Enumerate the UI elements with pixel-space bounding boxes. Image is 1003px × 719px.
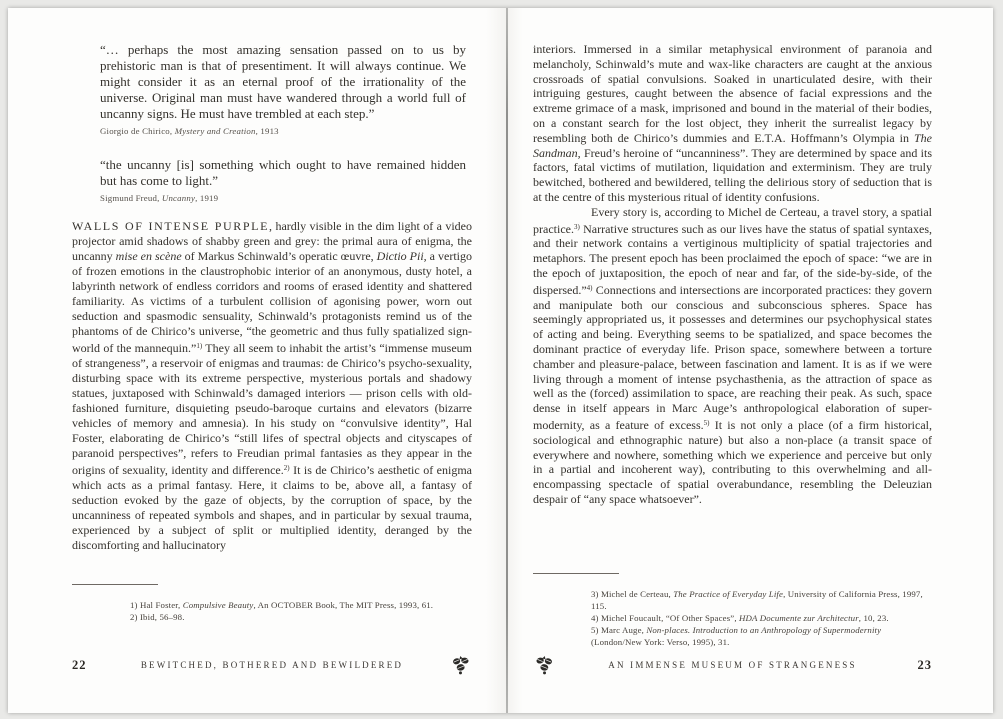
book-spread — [8, 8, 993, 713]
footnote-list — [130, 599, 472, 623]
footnote: 3) Michel de Certeau, The Practice of Everyday Life, University of California Press, 1997, 115. — [591, 589, 923, 611]
footnote: 2) Ibid, 56–98. — [130, 612, 185, 622]
page-number: 23 — [917, 657, 932, 672]
footnote: 4) Michel Foucault, “Of Other Spaces”, HDA Documente zur Architectur, 10, 23. — [591, 613, 889, 623]
epigraph-freud — [100, 157, 466, 203]
epigraph-quote: “the uncanny [is] something which ought to have remained hidden but has come to light.” — [100, 157, 466, 188]
page-number: 22 — [72, 657, 87, 672]
epigraph-attribution: Giorgio de Chirico, Mystery and Creation, 1913 — [100, 126, 279, 136]
fleuron-ornament-icon — [450, 655, 472, 676]
footnote: 5) Marc Auge, Non-places. Introduction to an Anthropology of Supermodernity (London/New York: Verso, 1995), 31. — [591, 625, 882, 647]
footnote-block-right — [533, 573, 932, 648]
fleuron-ornament-icon — [533, 655, 555, 676]
running-title: AN IMMENSE MUSEUM OF STRANGENESS — [608, 660, 857, 670]
page-footer-right — [533, 655, 932, 675]
footnote-rule — [533, 573, 619, 574]
footnote-list — [591, 588, 932, 648]
epigraph-attribution: Sigmund Freud, Uncanny, 1919 — [100, 193, 219, 203]
body-text-left — [72, 219, 472, 553]
footnote-block-left — [72, 584, 472, 623]
body-paragraph: Every story is, according to Michel de Certeau, a travel story, a spatial practice.$^{3)}$ Narrative structures such as our lives have the status of spatial syntaxes, and their network contains a vertiginous multiplicity of spatial trajectories and metaphors. The present epoch has been proclaimed the epoch of space: “we are in the epoch of juxtaposition, the epoch of near and far, of the side-by-side, of the dispersed.”$^{4)}$ Connections and intersections are incorporated practices: they govern and manipulate both our conscious and subconscious spheres. Space has seemingly appropriated us, it possesses and determines our psychophysical states of acting and being. Everything seems to be spatialized, and space becomes the dominant practice of everyday life. Prison space, somewhere between a torture chamber and pleasure-palace, between fascination and lament. It is as if we were living through a moment of intense psychasthenia, as the attraction of space as well as the (forced) assimilation to space, are reaching their peak. As such, space dense in itself appears in Marc Auge’s anthropological elaboration of super-modernity, as a feature of excess.$^{5)}$ It is not only a place (of a firm historical, sociological and ethnographic nature) but also a non-place (a transit space of everywhere and nowhere, something which we experience and perceive but only in a partial and incoherent way), contributing to this overwhelming and all-encompassing spectacle of spatial overabundance, resembling the Deleuzian despair of “any space whatsoever”. — [533, 204, 932, 506]
running-title: BEWITCHED, BOTHERED AND BEWILDERED — [140, 660, 404, 670]
page-right — [508, 8, 993, 713]
footnote-rule — [72, 584, 158, 585]
epigraph-quote: “… perhaps the most amazing sensation passed on to us by prehistoric man is that of presentiment. It will always continue. We might consider it as an eternal proof of the irrationality of the universe. Original man must have wandered through a world full of uncanny signs. He must have trembled at each step.” — [100, 42, 466, 121]
footnote: 1) Hal Foster, Compulsive Beauty, An OCTOBER Book, The MIT Press, 1993, 61. — [130, 600, 434, 610]
body-paragraph: WALLS OF INTENSE PURPLE, hardly visible in the dim light of a video projector amid shadows of shabby green and grey: the primal aura of enigma, the uncanny mise en scène of Markus Schinwald’s operatic œuvre, Dictio Pii, a vertigo of frozen emotions in the claustrophobic interior of an anonymous, dusty hotel, a labyrinth network of endless corridors and rooms of erased identity and shattered familiarity. As victims of a turbulent collision of agonising power, worn out seduction and spasmodic sensuality, Schinwald’s protagonists remind us of the phantoms of de Chirico’s universe, “the geometric and thus fully spatialized sign-world of the mannequin.”$^{1)}$ They all seem to inhabit the artist’s “immense museum of strangeness”, a reservoir of enigmas and traumas: de Chirico’s psycho-sexuality, disturbing space with its extreme perspective, mysterious portals and shadowy statues, juxtaposed with Schinwald’s damaged interiors — prison cells with old-fashioned furniture, disquieting pseudo-baroque curtains and elevators (bizarre vehicles of memory and amnesia). In his study on “convulsive identity”, Hal Foster, elaborating de Chirico’s “still lifes of spectral objects and cityscapes of paranoid perspectives”, refers to Freudian primal fantasies as they appear in the origins of sexuality, identity and difference.$^{2)}$ It is de Chirico’s aesthetic of enigma which acts as a primal fantasy. Here, it claims to be, above all, a fantasy of seduction evoked by the gaze of objects, by the corruption of space, by the uncanniness of repeated symbols and shapes, and in particular by sexual trauma, experienced by a subject of split or multiplied identity, deranged by the discomforting and hallucinatory — [72, 219, 472, 552]
page-footer-left — [72, 655, 472, 675]
body-text-right — [533, 42, 932, 507]
page-left — [8, 8, 506, 713]
epigraph-de-chirico — [100, 42, 466, 136]
body-paragraph: interiors. Immersed in a similar metaphysical environment of paranoia and melancholy, Schinwald’s mute and wax-like characters are caught at the anxious crossroads of spatial convulsions. Soaked in unarticulated desire, with their intriguing gestures, caught between the absence of facial expressions and the extreme grimace of a mask, imprisoned and bound in the material of their bodies, on a constant search for the lost object, they inherit the surrealist legacy by resembling both de Chirico’s dummies and E.T.A. Hoffmann’s Olympia in The Sandman, Freud’s heroine of “uncanniness”. They are determined by space and its factors, fatal victims of mutilation, liquidation and exterminism. They are truly bewitched, bothered and bewildered, telling the delirious story of seduction that is at the centre of this mysterious ritual of identity confusions. — [533, 42, 932, 204]
epigraph-section — [72, 42, 472, 203]
